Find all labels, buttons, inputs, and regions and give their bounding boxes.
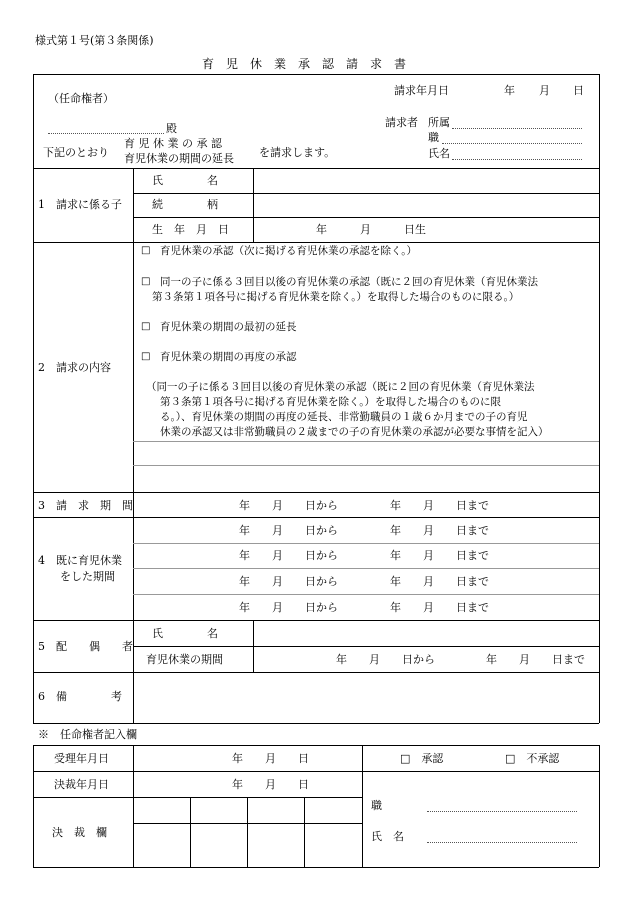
note-line-4: 休業の承認又は非常勤職員の２歳までの子の育児休業の承認が必要な事情を記入） xyxy=(160,426,549,438)
requester-label: 請求者 xyxy=(385,116,418,129)
note-line-2: 第３条第１項各号に掲げる育児休業を除く。）を取得した場合のものに限 xyxy=(160,396,502,408)
prior-period-2-to: 年 月 日まで xyxy=(390,549,489,562)
child-name-label: 氏 名 xyxy=(152,174,218,187)
option-extension: 育児休業の期間の延長 xyxy=(124,152,234,165)
appointer-name-line[interactable] xyxy=(48,133,164,134)
section3-label: 3 請 求 期 間 xyxy=(38,499,133,512)
section2-label: 2 請求の内容 xyxy=(38,361,111,374)
child-relation-label: 続 柄 xyxy=(152,198,218,211)
checkbox-approval[interactable]: □ xyxy=(141,245,151,256)
appointer-section-heading: ※ 任命権者記入欄 xyxy=(38,728,137,741)
spouse-period-label: 育児休業の期間 xyxy=(146,653,223,666)
note-line-1: （同一の子に係る３回目以後の育児休業の承認（既に２回の育児休業（育児休業法 xyxy=(146,381,535,393)
appointer-label: （任命権者） xyxy=(48,92,114,105)
affiliation-label: 所属 xyxy=(428,116,450,129)
checkbox-first-extension[interactable]: □ xyxy=(141,321,151,332)
spouse-period-to: 年 月 日まで xyxy=(486,653,585,666)
request-date-label: 請求年月日 xyxy=(394,84,449,97)
approve-checkbox[interactable]: □ 承認 xyxy=(400,752,444,765)
section4-label-line1: 4 既に育児休業 xyxy=(38,554,122,567)
affiliation-field[interactable] xyxy=(452,128,582,129)
preamble-text: 下記のとおり xyxy=(43,146,109,159)
position-label: 職 xyxy=(428,131,439,144)
note-write-line-2[interactable] xyxy=(133,465,599,466)
section1-label: 1 請求に係る子 xyxy=(38,198,122,211)
form-number: 様式第１号(第３条関係) xyxy=(35,34,154,47)
appointer-name-field[interactable] xyxy=(427,842,577,843)
option-approval: 育 児 休 業 の 承 認 xyxy=(124,137,222,150)
checkbox-third-approval[interactable]: □ xyxy=(141,276,151,287)
section5-label: 5 配 偶 者 xyxy=(38,640,133,653)
prior-period-2-from: 年 月 日から xyxy=(239,549,338,562)
request-period-from: 年 月 日から xyxy=(239,499,338,512)
request-period-to: 年 月 日まで xyxy=(390,499,489,512)
spouse-name-label: 氏 名 xyxy=(152,627,218,640)
appointer-position-label: 職 xyxy=(371,799,382,812)
prior-period-1-from: 年 月 日から xyxy=(239,524,338,537)
option-first-extension-text: 育児休業の期間の最初の延長 xyxy=(160,321,297,333)
decision-date-value: 年 月 日 xyxy=(232,778,309,791)
prior-period-3-to: 年 月 日まで xyxy=(390,575,489,588)
page-title: 育 児 休 業 承 認 請 求 書 xyxy=(202,57,407,71)
appointer-position-field[interactable] xyxy=(427,811,577,812)
prior-period-1-to: 年 月 日まで xyxy=(390,524,489,537)
request-date-year: 年 xyxy=(504,84,515,97)
prior-period-4-from: 年 月 日から xyxy=(239,601,338,614)
option-third-approval-text-cont: 第３条第１項各号に掲げる育児休業を除く。）を取得した場合のものに限る。） xyxy=(152,291,520,303)
option-third-approval-text: 同一の子に係る３回目以後の育児休業の承認（既に２回の育児休業（育児休業法 xyxy=(160,276,538,288)
disapprove-checkbox[interactable]: □ 不承認 xyxy=(505,752,560,765)
prior-period-4-to: 年 月 日まで xyxy=(390,601,489,614)
note-line-3: る。）、育児休業の期間の再度の延長、非常勤職員の１歳６か月までの子の育児 xyxy=(160,411,528,423)
section6-label: 6 備 考 xyxy=(38,690,122,703)
name-field[interactable] xyxy=(452,159,582,160)
received-date-value: 年 月 日 xyxy=(232,752,309,765)
request-date-month: 月 xyxy=(539,84,550,97)
checkbox-re-approval[interactable]: □ xyxy=(141,351,151,362)
approval-box-label: 決 裁 欄 xyxy=(52,826,107,839)
option-re-approval-text: 育児休業の期間の再度の承認 xyxy=(160,351,297,363)
section4-label-line2: をした期間 xyxy=(60,570,115,583)
option-approval-text: 育児休業の承認（次に掲げる育児休業の承認を除く。） xyxy=(160,245,418,257)
child-birthdate-value: 年 月 日生 xyxy=(316,223,426,236)
dono-label: 殿 xyxy=(166,122,177,135)
request-date-day: 日 xyxy=(573,84,584,97)
prior-period-3-from: 年 月 日から xyxy=(239,575,338,588)
received-date-label: 受理年月日 xyxy=(54,752,109,765)
position-field[interactable] xyxy=(442,143,582,144)
appointer-name-label: 氏 名 xyxy=(371,830,404,843)
decision-date-label: 決裁年月日 xyxy=(54,778,109,791)
note-write-line-1[interactable] xyxy=(133,441,599,442)
spouse-period-from: 年 月 日から xyxy=(336,653,435,666)
name-label: 氏名 xyxy=(428,147,450,160)
request-suffix: を請求します。 xyxy=(259,146,336,159)
child-birthdate-label: 生 年 月 日 xyxy=(152,223,229,236)
